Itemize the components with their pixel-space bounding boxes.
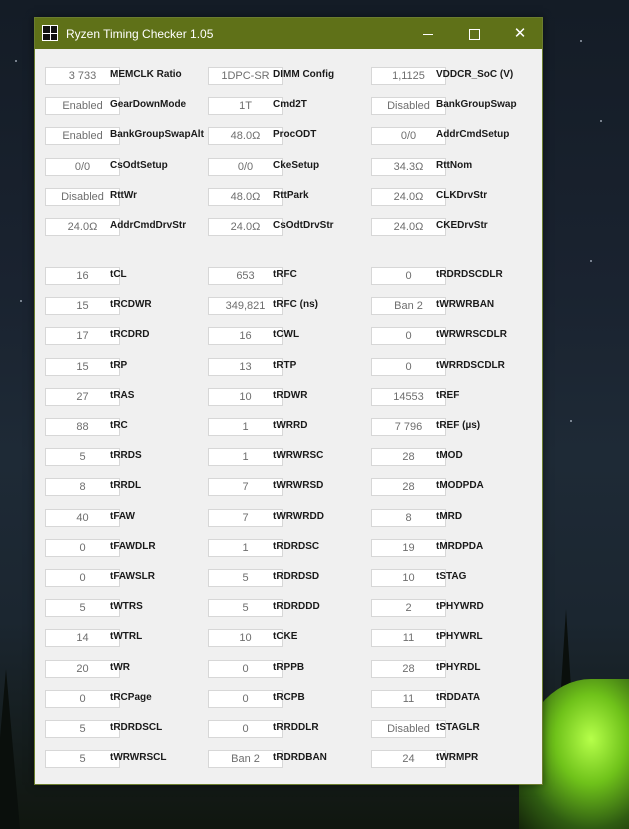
timings-panel xyxy=(35,49,542,784)
param-value-field[interactable]: 24 xyxy=(371,750,446,768)
param-label: AddrCmdSetup xyxy=(436,129,510,141)
param-label: tCKE xyxy=(273,631,298,643)
param-value-field[interactable]: 15 xyxy=(45,297,120,315)
param-label: tWRWRDD xyxy=(273,510,324,522)
param-label: tRDRDBAN xyxy=(273,752,327,764)
param-label: tWTRL xyxy=(110,631,143,643)
param-label: tSTAGLR xyxy=(436,722,480,733)
param-label: Cmd2T xyxy=(273,99,307,111)
param-label: tRCDWR xyxy=(110,299,152,311)
param-label: tPHYWRL xyxy=(436,631,483,643)
param-label: tRDRDDD xyxy=(273,601,320,613)
param-label: tWR xyxy=(110,661,130,673)
param-label: MEMCLK Ratio xyxy=(110,69,182,80)
param-value-field[interactable]: 14553 xyxy=(371,388,446,406)
param-label: tWRRD xyxy=(273,420,308,431)
param-label: tRRDL xyxy=(110,480,142,492)
star xyxy=(580,40,582,42)
param-value-field[interactable]: 10 xyxy=(208,629,283,647)
param-label: tWRWRSC xyxy=(273,450,324,462)
param-label: VDDCR_SoC (V) xyxy=(436,69,514,80)
param-label: tRP xyxy=(110,359,128,371)
param-value-field[interactable]: 8 xyxy=(371,509,446,527)
param-label: BankGroupSwap xyxy=(436,99,517,111)
title-bar[interactable] xyxy=(35,18,542,49)
app-icon xyxy=(42,25,58,41)
param-value-field[interactable]: 40 xyxy=(45,509,120,527)
param-label: RttWr xyxy=(110,189,138,201)
minimize-button[interactable] xyxy=(405,18,451,49)
param-value-field[interactable]: 15 xyxy=(45,358,120,376)
param-value-field[interactable]: Enabled xyxy=(45,127,120,145)
param-label: tPHYWRD xyxy=(436,601,484,613)
maximize-icon xyxy=(469,29,480,40)
param-value-field[interactable]: 7 xyxy=(208,509,283,527)
param-value-field[interactable]: Enabled xyxy=(45,97,120,115)
param-label: CsOdtDrvStr xyxy=(273,220,334,231)
param-label: tRRDS xyxy=(110,450,142,462)
star xyxy=(590,260,592,262)
param-label: ProcODT xyxy=(273,129,317,141)
param-value-field[interactable]: 3 733 xyxy=(45,67,120,85)
param-value-field[interactable]: 5 xyxy=(45,599,120,617)
param-value-field[interactable]: 24.0Ω xyxy=(371,188,446,206)
param-value-field[interactable]: 349,821 xyxy=(208,297,283,315)
param-label: tSTAG xyxy=(436,571,467,582)
param-value-field[interactable]: 1DPC-SR xyxy=(208,67,283,85)
param-value-field[interactable]: 5 xyxy=(208,599,283,617)
param-value-field[interactable]: 10 xyxy=(208,388,283,406)
param-value-field[interactable]: 48.0Ω xyxy=(208,127,283,145)
param-label: tFAW xyxy=(110,510,135,522)
param-label: tREF xyxy=(436,389,460,401)
param-value-field[interactable]: 1 xyxy=(208,448,283,466)
param-value-field[interactable]: 1 xyxy=(208,418,283,436)
param-value-field[interactable]: 24.0Ω xyxy=(208,218,283,236)
tree-silhouette xyxy=(0,669,20,829)
param-value-field[interactable]: 17 xyxy=(45,327,120,345)
param-value-field[interactable]: 5 xyxy=(45,720,120,738)
param-value-field[interactable]: 48.0Ω xyxy=(208,188,283,206)
param-label: tWRMPR xyxy=(436,752,479,764)
param-value-field[interactable]: 2 xyxy=(371,599,446,617)
param-value-field[interactable]: 0 xyxy=(371,358,446,376)
param-value-field[interactable]: 0 xyxy=(371,327,446,345)
param-label: CkeSetup xyxy=(273,159,320,171)
param-value-field[interactable]: 8 xyxy=(45,478,120,496)
param-value-field[interactable]: 27 xyxy=(45,388,120,406)
param-label: CKEDrvStr xyxy=(436,220,488,231)
param-value-field[interactable]: 16 xyxy=(208,327,283,345)
param-label: tRFC xyxy=(273,269,297,280)
param-label: tRDRDSD xyxy=(273,571,320,582)
param-label: GearDownMode xyxy=(110,99,187,111)
param-label: tRCPB xyxy=(273,691,305,703)
param-value-field[interactable]: 0 xyxy=(45,690,120,708)
param-value-field[interactable]: 7 796 xyxy=(371,418,446,436)
param-value-field[interactable]: 0 xyxy=(45,539,120,557)
param-label: tWRRDSCDLR xyxy=(436,359,505,371)
maximize-button[interactable] xyxy=(451,18,497,49)
param-value-field[interactable]: 0/0 xyxy=(208,158,283,176)
param-label: RttNom xyxy=(436,159,473,171)
param-label: tWRWRBAN xyxy=(436,299,495,311)
param-value-field[interactable]: 10 xyxy=(371,569,446,587)
param-label: tRDDATA xyxy=(436,691,481,703)
param-value-field[interactable]: 5 xyxy=(45,750,120,768)
param-label: tMRD xyxy=(436,510,463,522)
param-label: AddrCmdDrvStr xyxy=(110,220,187,231)
param-label: tRTP xyxy=(273,359,297,371)
param-value-field[interactable]: 14 xyxy=(45,629,120,647)
param-label: CsOdtSetup xyxy=(110,159,168,171)
param-value-field[interactable]: 0/0 xyxy=(371,127,446,145)
param-value-field[interactable]: Disabled xyxy=(371,720,446,738)
param-label: tRC xyxy=(110,420,128,431)
star xyxy=(600,120,602,122)
param-label: tRPPB xyxy=(273,661,305,673)
param-label: tMRDPDA xyxy=(436,540,484,552)
param-value-field[interactable]: 28 xyxy=(371,660,446,678)
param-value-field[interactable]: 5 xyxy=(208,569,283,587)
param-value-field[interactable]: 24.0Ω xyxy=(371,218,446,236)
window-title: Ryzen Timing Checker 1.05 xyxy=(66,27,214,41)
param-value-field[interactable]: 1,1125 xyxy=(371,67,446,85)
param-value-field[interactable]: 1T xyxy=(208,97,283,115)
param-label: tMOD xyxy=(436,450,463,462)
param-value-field[interactable]: 11 xyxy=(371,690,446,708)
param-label: tRRDDLR xyxy=(273,722,319,733)
param-value-field[interactable]: 34.3Ω xyxy=(371,158,446,176)
param-label: tFAWSLR xyxy=(110,571,155,582)
param-value-field[interactable]: 0 xyxy=(45,569,120,587)
minimize-icon xyxy=(423,34,433,35)
param-value-field[interactable]: 0 xyxy=(371,267,446,285)
param-value-field[interactable]: 0 xyxy=(208,720,283,738)
param-label: tPHYRDL xyxy=(436,661,481,673)
param-label: tCWL xyxy=(273,329,300,341)
param-label: tRDWR xyxy=(273,389,308,401)
param-label: tCL xyxy=(110,269,127,280)
param-label: tWRWRSCL xyxy=(110,752,167,764)
app-window xyxy=(34,17,543,785)
param-value-field[interactable]: 0 xyxy=(208,690,283,708)
param-value-field[interactable]: 19 xyxy=(371,539,446,557)
param-label: tRDRDSC xyxy=(273,540,320,552)
param-label: CLKDrvStr xyxy=(436,189,488,201)
param-value-field[interactable]: 24.0Ω xyxy=(45,218,120,236)
param-label: tRDRDSCL xyxy=(110,722,163,733)
star xyxy=(570,420,572,422)
param-label: tWRWRSCDLR xyxy=(436,329,507,341)
param-label: tRFC (ns) xyxy=(273,299,318,311)
param-label: BankGroupSwapAlt xyxy=(110,129,204,141)
star xyxy=(20,300,22,302)
param-label: tRCPage xyxy=(110,691,152,703)
param-value-field[interactable]: 88 xyxy=(45,418,120,436)
param-value-field[interactable]: 1 xyxy=(208,539,283,557)
close-icon: ✕ xyxy=(513,25,527,42)
param-value-field[interactable]: 13 xyxy=(208,358,283,376)
param-label: tREF (µs) xyxy=(436,420,481,431)
param-label: tRCDRD xyxy=(110,329,150,341)
param-value-field[interactable]: 20 xyxy=(45,660,120,678)
param-label: tWTRS xyxy=(110,601,143,613)
param-value-field[interactable]: 7 xyxy=(208,478,283,496)
param-value-field[interactable]: 11 xyxy=(371,629,446,647)
param-value-field[interactable]: Disabled xyxy=(371,97,446,115)
param-value-field[interactable]: 0/0 xyxy=(45,158,120,176)
param-label: tFAWDLR xyxy=(110,540,156,552)
param-value-field[interactable]: 16 xyxy=(45,267,120,285)
param-value-field[interactable]: Ban 2 xyxy=(371,297,446,315)
star xyxy=(15,60,17,62)
param-label: tWRWRSD xyxy=(273,480,324,492)
param-label: RttPark xyxy=(273,189,309,201)
param-value-field[interactable]: 5 xyxy=(45,448,120,466)
param-label: tRDRDSCDLR xyxy=(436,269,503,280)
param-label: DIMM Config xyxy=(273,69,335,80)
param-value-field[interactable]: 28 xyxy=(371,478,446,496)
param-value-field[interactable]: 653 xyxy=(208,267,283,285)
param-value-field[interactable]: Ban 2 xyxy=(208,750,283,768)
param-value-field[interactable]: 0 xyxy=(208,660,283,678)
param-value-field[interactable]: Disabled xyxy=(45,188,120,206)
param-label: tMODPDA xyxy=(436,480,484,492)
close-button[interactable] xyxy=(497,18,543,49)
param-value-field[interactable]: 28 xyxy=(371,448,446,466)
param-label: tRAS xyxy=(110,389,135,401)
